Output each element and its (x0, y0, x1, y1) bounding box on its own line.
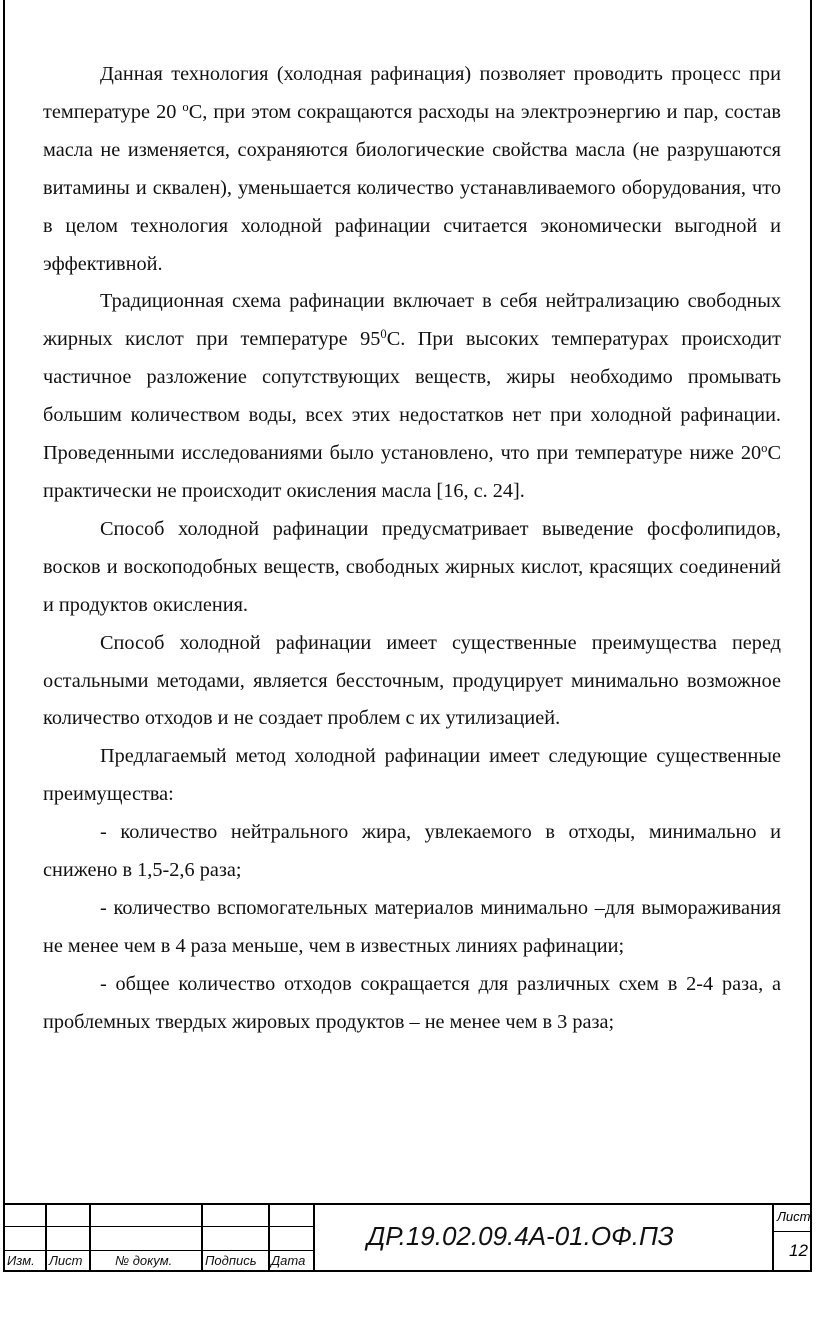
list-item-1: - количество нейтрального жира, увлекаемого в отходы, минимально и снижено в 1,5-2,6 раза; (43, 821, 781, 882)
col-list-label: Лист (49, 1253, 83, 1268)
title-block-col-divider (89, 1205, 91, 1272)
col-izm-label: Изм. (7, 1253, 35, 1268)
title-block-col-divider (313, 1205, 315, 1272)
title-block (3, 1203, 812, 1272)
col-doc-label: № докум. (115, 1253, 173, 1268)
paragraph-2: Традиционная схема рафинации включает в себя нейтрализацию свободных жирных кислот при температуре $95^0С$. При высоких температурах происходит частичное разложение сопутствующих веществ, жиры необходимо промывать большим количеством воды, всех этих недостатков нет при холодной рафинации. Проведенными исследованиями было установлено, что при температуре ниже $20^оС$ практически не происходит окисления масла [16, с. 24]. (43, 290, 782, 502)
title-block-col-divider (772, 1205, 774, 1272)
document-code: ДР.19.02.09.4А-01.ОФ.ПЗ (367, 1221, 674, 1251)
sheet-label: Лист (777, 1209, 811, 1224)
col-date-label: Дата (271, 1253, 306, 1268)
col-sign-label: Подпись (205, 1253, 257, 1268)
document-body (43, 56, 781, 1042)
paragraph-1: Данная технология (холодная рафинация) позволяет проводить процесс при температуре 20 $^о$С, при этом сокращаются расходы на электроэнергию и пар, состав масла не изменяется, сохраняются биологические свойства масла (не разрушаются витамины и сквален), уменьшается количество устанавливаемого оборудования, что в целом технология холодной рафинации считается экономически выгодной и эффективной. (43, 63, 781, 275)
paragraph-3: Способ холодной рафинации предусматривает выведение фосфолипидов, восков и воскоподобных веществ, свободных жирных кислот, красящих соединений и продуктов окисления. (43, 517, 781, 616)
list-item-3: - общее количество отходов сокращается для различных схем в 2-4 раза, а проблемных твердых жировых продуктов – не менее чем в 3 раза; (43, 972, 781, 1033)
title-block-col-divider (268, 1205, 270, 1272)
paragraph-5: Предлагаемый метод холодной рафинации имеет следующие существенные преимущества: (43, 745, 781, 806)
sheet-cell-divider (772, 1231, 812, 1232)
list-item-2: - количество вспомогательных материалов минимально –для вымораживания не менее чем в 4 раза меньше, чем в известных линиях рафинации; (43, 896, 781, 957)
sheet-number: 12 (789, 1241, 808, 1260)
title-block-col-divider (45, 1205, 47, 1272)
title-block-col-divider (201, 1205, 203, 1272)
paragraph-4: Способ холодной рафинации имеет существенные преимущества перед остальными методами, является бессточным, продуцирует минимально возможное количество отходов и не создает проблем с их утилизацией. (43, 631, 781, 730)
